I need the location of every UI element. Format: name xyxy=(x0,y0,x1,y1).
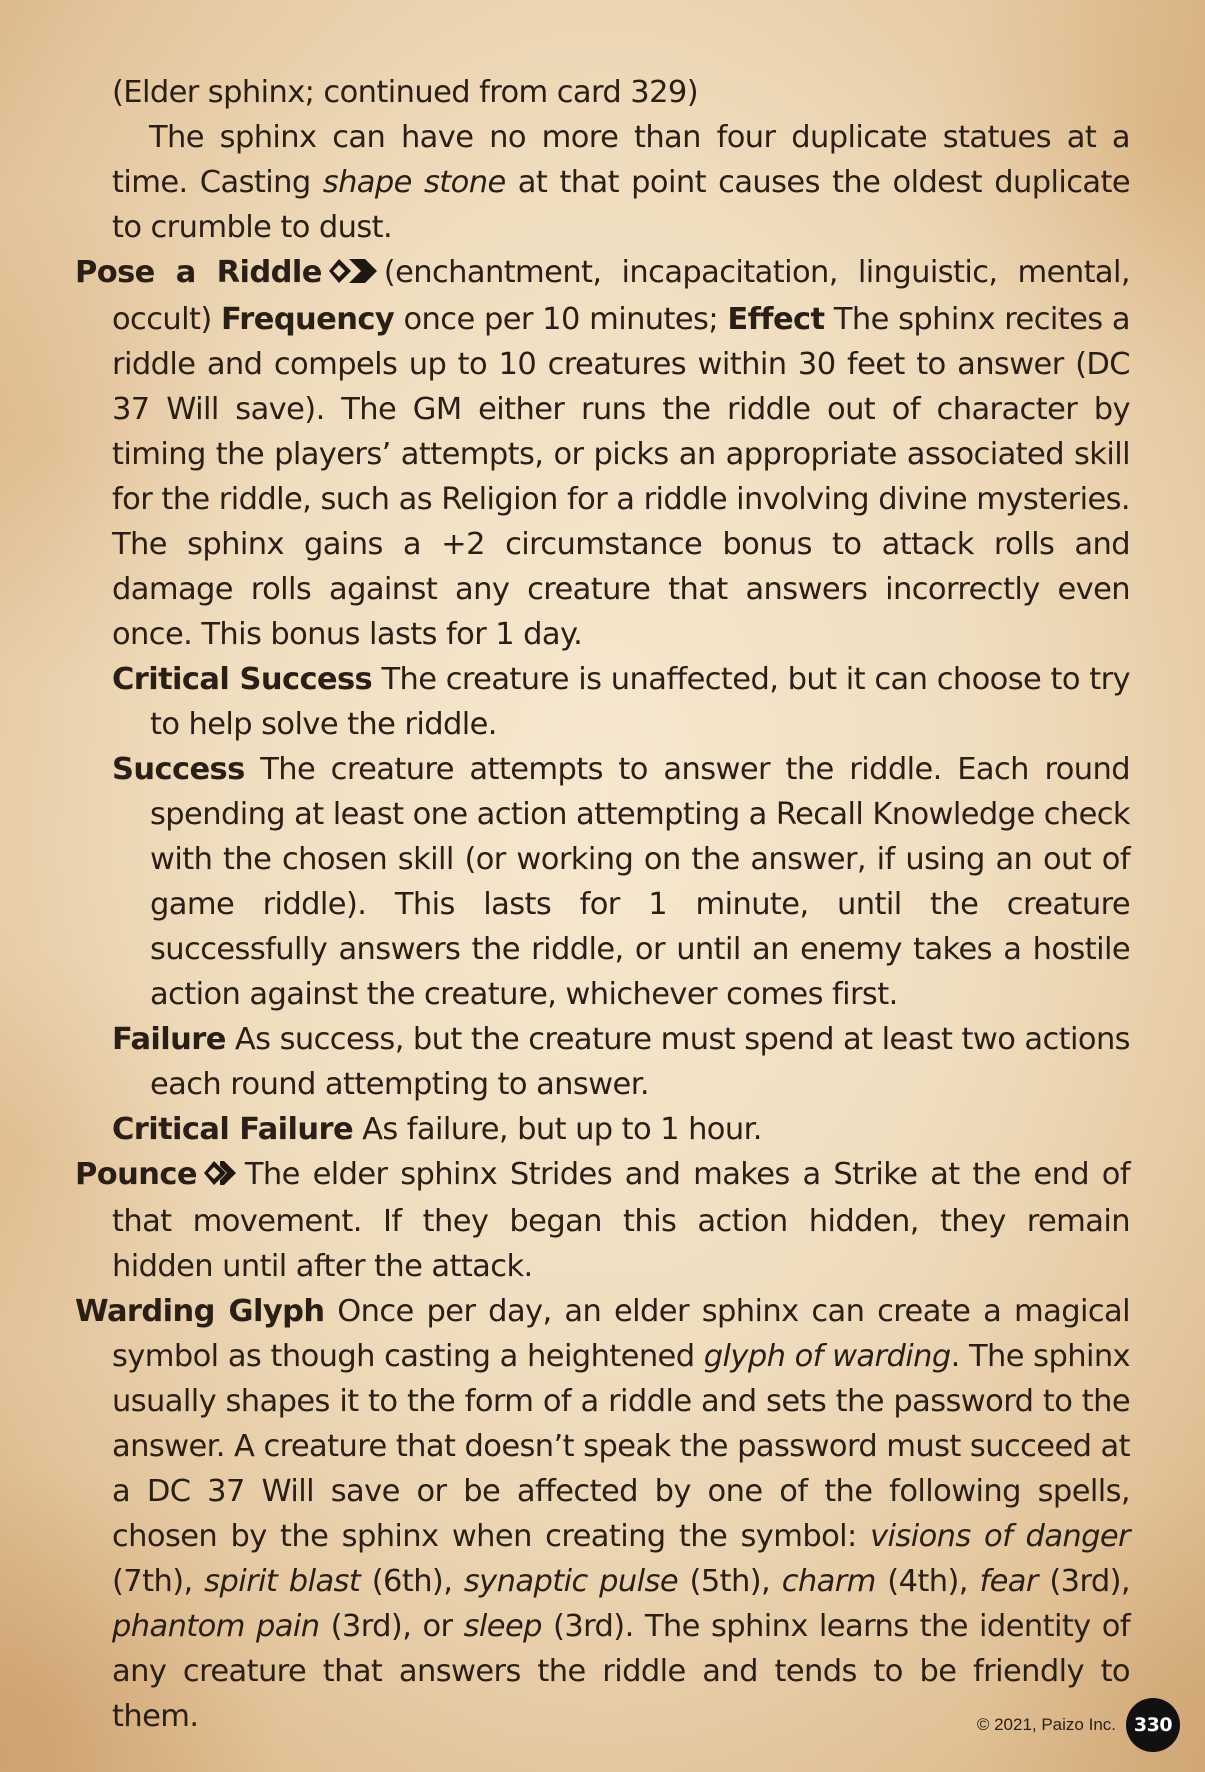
degree-critical-failure: Critical Failure As failure, but up to 1 hour. xyxy=(112,1112,762,1147)
ability-name: Warding Glyph xyxy=(75,1294,325,1329)
continuation-header: (Elder sphinx; continued from card 329) xyxy=(112,75,698,110)
degree-success: Success The creature attempts to answer the riddle. Each round spending at least one action attempting a Recall Knowledge check with the chosen skill (or working on the answer, if using an out of game riddle). This lasts for 1 minute, until the creature successfully answers the riddle, or until an enemy takes a hostile action against the creature, whichever comes first. xyxy=(112,752,1130,1012)
ability-pounce: Pounce The elder sphinx Strides and makes a Strike at the end of that movement. If they began this action hidden, they remain hidden until after the attack. xyxy=(75,1152,1130,1289)
spell-shape-stone: shape stone xyxy=(322,165,506,200)
page-number-badge: 330 xyxy=(1126,1698,1180,1752)
footer xyxy=(977,1698,1180,1752)
ability-warding-glyph: Warding Glyph Once per day, an elder sphinx can create a magical symbol as though casting a heightened glyph of warding. The sphinx usually shapes it to the form of a riddle and sets the password to the answer. A creature that doesn’t speak the password must succeed at a DC 37 Will save or be affected by one of the following spells, chosen by the sphinx when creating the symbol: visions of danger (7th), spirit blast (6th), synaptic pulse (5th), charm (4th), fear (3rd), phantom pain (3rd), or sleep (3rd). The sphinx learns the identity of any creature that answers the riddle and tends to be friendly to them. xyxy=(75,1294,1131,1734)
continuation-paragraph: The sphinx can have no more than four duplicate statues at a time. Casting shape stone at that point causes the oldest duplicate to crumble to dust. xyxy=(112,120,1130,245)
two-action-icon xyxy=(328,252,378,297)
degree-critical-success: Critical Success The creature is unaffected, but it can choose to try to help solve the riddle. xyxy=(112,662,1130,742)
ability-pose-a-riddle: Pose a Riddle (enchantment, incapacitation, linguistic, mental, occult) Frequency once per 10 minutes; Effect The sphinx recites a riddle and compels up to 10 creatures within 30 feet to answer (DC 37 Will save). The GM either runs the riddle out of character by timing the players’ attempts, or picks an appropriate associated skill for the riddle, such as Religion for a riddle involving divine mysteries. The sphinx gains a +2 circumstance bonus to attack rolls and damage rolls against any creature that answers incorrectly even once. This bonus lasts for 1 day. xyxy=(75,250,1130,657)
card-text xyxy=(75,70,1130,1739)
ability-name: Pose a Riddle xyxy=(75,255,322,290)
ability-name: Pounce xyxy=(75,1157,197,1192)
copyright: © 2021, Paizo Inc. xyxy=(976,1715,1116,1734)
degree-failure: Failure As success, but the creature must spend at least two actions each round attempting to answer. xyxy=(112,1022,1130,1102)
single-action-icon xyxy=(203,1154,239,1199)
